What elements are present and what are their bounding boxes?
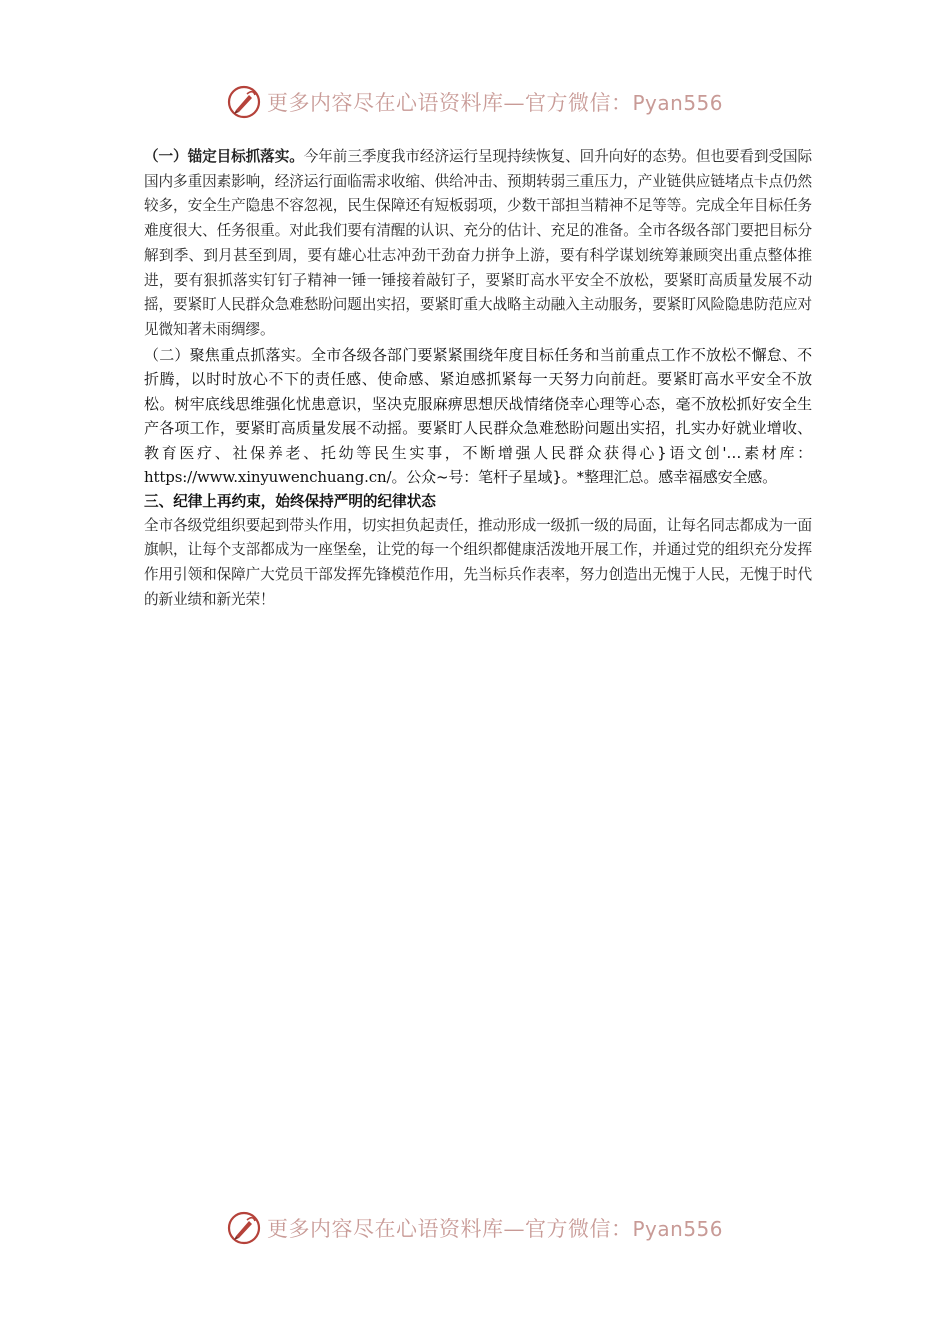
section-2-url: https://www.xinyuwenchuang.cn/ (144, 468, 392, 487)
document-body (144, 145, 812, 612)
footer-banner-label: 更多内容尽在心语资料库—官方微信： (266, 1217, 633, 1241)
pen-logo-icon (227, 85, 261, 119)
section-1-lead: （一）锚定目标抓落实。 (144, 148, 304, 165)
section-2-text-a: （二）聚焦重点抓落实。全市各级各部门要紧紧围绕年度目标任务和当前重点工作不放松不懈怠、不折腾，以时时放心不下的责任感、使命感、紧迫感抓紧每一天努力向前赶。要紧盯高水平安全不放松。树牢底线思维强化忧患意识，坚决克服麻痹思想厌战情绪侥幸心理等心态，毫不放松抓好安全生产各项工作，要紧盯高质量发展不动摇。要紧盯人民群众急难愁盼问题出实招，扎实办好就业增收、教育医疗、社保养老、托幼等民生实事，不断增强人民群众获得心}语文创'…素材库： (144, 345, 812, 462)
section-2-text-b: 。公众~号：笔杆子星域}。*整理汇总。感幸福感安全感。 (391, 468, 778, 487)
pen-logo-icon (227, 1211, 261, 1245)
section-1-paragraph (144, 145, 812, 343)
footer-banner-text (267, 1213, 723, 1243)
footer-wechat-id: Pyan556 (632, 1217, 723, 1241)
header-wechat-id: Pyan556 (632, 91, 723, 115)
section-1-body: 今年前三季度我市经济运行呈现持续恢复、回升向好的态势。但也要看到受国际国内多重因素影响，经济运行面临需求收缩、供给冲击、预期转弱三重压力，产业链供应链堵点卡点仍然较多，安全生产隐患不容忽视，民生保障还有短板弱项，少数干部担当精神不足等等。完成全年目标任务难度很大、任务很重。对此我们要有清醒的认识、充分的估计、充足的准备。全市各级各部门要把目标分解到季、到月甚至到周，要有雄心壮志冲劲干劲奋力拼争上游，要有科学谋划统筹兼顾突出重点整体推进，要有狠抓落实钉钉子精神一锤一锤接着敲钉子，要紧盯高水平安全不放松，要紧盯高质量发展不动摇，要紧盯人民群众急难愁盼问题出实招，要紧盯重大战略主动融入主动服务，要紧盯风险隐患防范应对见微知著未雨绸缪。 (144, 148, 812, 338)
section-2-paragraph (144, 343, 812, 490)
footer-banner (0, 1208, 950, 1248)
section-3-body: 全市各级党组织要起到带头作用，切实担负起责任，推动形成一级抓一级的局面，让每名同志都成为一面旗帜，让每个支部都成为一座堡垒，让党的每一个组织都健康活泼地开展工作，并通过党的组织充分发挥作用引领和保障广大党员干部发挥先锋模范作用，先当标兵作表率，努力创造出无愧于人民，无愧于时代的新业绩和新光荣！ (144, 516, 812, 608)
section-3-heading: 三、纪律上再约束，始终保持严明的纪律状态 (144, 492, 436, 510)
header-banner-text (267, 87, 723, 117)
header-banner (0, 82, 950, 122)
header-banner-label: 更多内容尽在心语资料库—官方微信： (266, 91, 633, 115)
